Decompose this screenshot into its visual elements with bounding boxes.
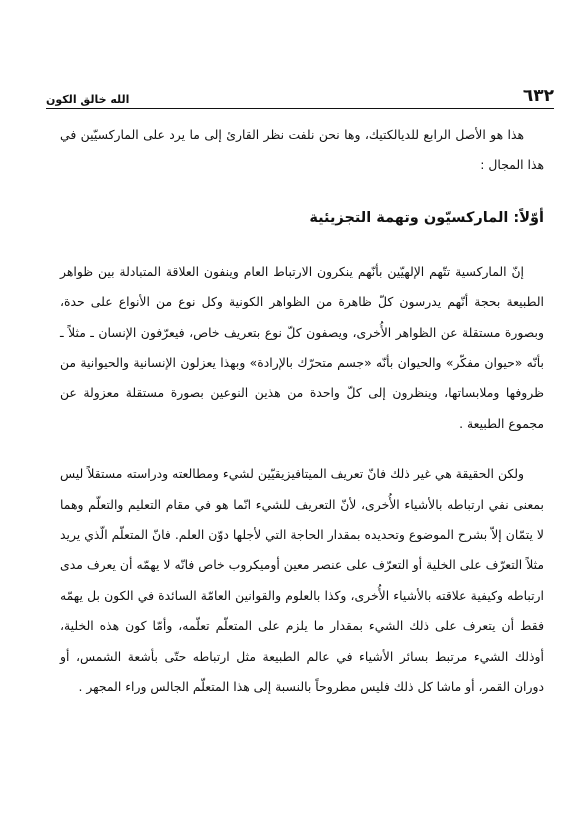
body-paragraph-2: ولكن الحقيقة هي غير ذلك فانّ تعريف الميتافيزيقيّين لشيء ومطالعته ودراسته مستقلاً ليس بمعنى نفي ارتباطه بالأشياء الأُخرى، لأنّ التعريف للشيء انّما هو في مقام التعليم والتعلّم وهما لا يتمّان إلاّ بشرح الموضوع وتحديده بمقدار الحاجة التي لأجلها دوّن العلم. فانّ المتعلّم الّذي يريد مثلاً التعرّف على الخلية أو التعرّف على عنصر معين أوميكروب خاص فانّه لا يهمّه أن يعرف مدى ارتباطه وكيفية علاقته بالأشياء الأُخرى، وكذا بالعلوم والقوانين العامّة السائدة في الكون بل يهمّه فقط أن يتعرف على ذلك الشيء بمقدار ما يلزم على المتعلّم تعلّمه، وأمّا كون هذه الخلية، أوذلك الشيء مرتبط بسائر الأشياء في عالم الطبيعة مثل ارتباطه حتّى بأشعة الشمس، أو دوران القمر، أو ماشا كل ذلك فليس مطروحاً بالنسبة إلى هذا المتعلّم الجالس وراء المجهر .	[60, 466, 544, 695]
page-header	[46, 82, 554, 106]
intro-paragraph: هذا هو الأصل الرابع للديالكتيك، وها نحن نلفت نظر القارئ إلى ما يرد على الماركسيّين في هذا المجال :	[60, 127, 544, 173]
section-heading: أوّلاً: الماركسيّون وتهمة التجزيئية	[309, 209, 544, 226]
running-title: الله خالق الكون	[46, 93, 130, 106]
body-paragraph-1: إنّ الماركسية تتّهم الإلهيّين بأنّهم ينكرون الارتباط العام وينفون العلاقة المتبادلة بين ظواهر الطبيعة بحجة أنّهم يدرسون كلّ ظاهرة من الظواهر الكونية وكل نوع من الأنواع على حدة، وبصورة مستقلة عن الظواهر الأُخرى، ويصفون كلّ نوع بتعريف خاص، فيعرّفون الإنسان ـ مثلاً ـ بأنّه «حيوان مفكّر» والحيوان بأنّه «جسم متحرّك بالإرادة» وبهذا يعزلون الإنسانية والحيوانية من ظروفها وملابساتها، وينظرون إلى كلّ واحدة من هذين النوعين بصورة مستقلة معزولة عن مجموع الطبيعة .	[60, 263, 544, 431]
page-number: ٦٣٢	[522, 86, 554, 106]
header-divider	[46, 108, 554, 109]
page-body	[60, 120, 544, 703]
